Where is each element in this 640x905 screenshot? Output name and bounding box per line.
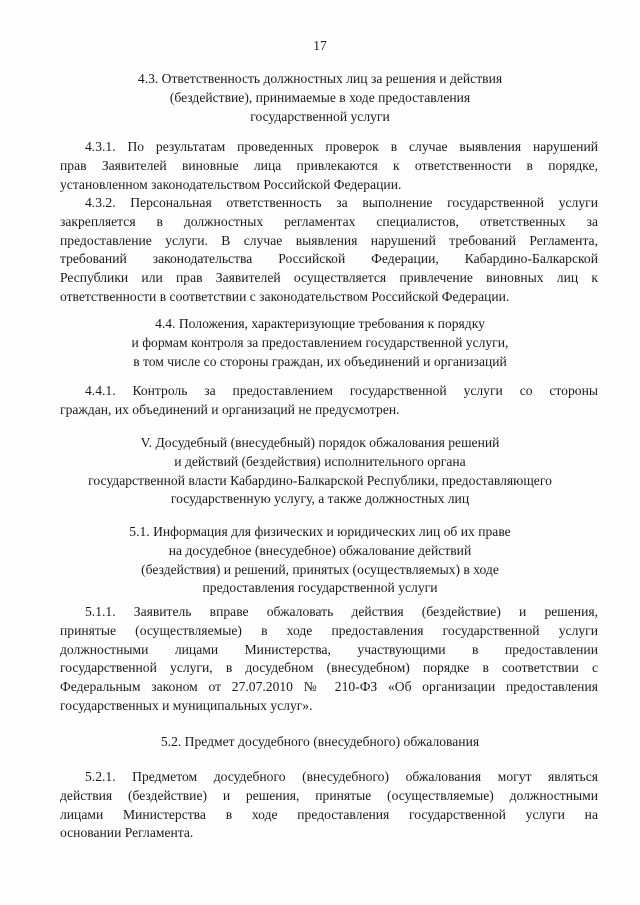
heading-line: 4.3. Ответственность должностных лиц за решения и действия xyxy=(137,71,503,86)
heading-line: на досудебное (внесудебное) обжалование действий xyxy=(168,542,472,558)
paragraph-line: основании Регламента. xyxy=(60,825,194,841)
heading-line: (бездействие), принимаемые в ходе предоставления xyxy=(169,89,471,105)
paragraph-line: Федеральным законом от 27.07.2010 № 210-ФЗ «Об организации предоставления xyxy=(60,679,598,695)
heading-line: в том числе со стороны граждан, их объединений и организаций xyxy=(133,353,507,369)
paragraph-line: граждан, их объединений и организаций не предусмотрен. xyxy=(60,401,400,417)
paragraph-line: должностными лицами Министерства, участвующими в предоставлении xyxy=(60,641,598,657)
section-heading-v xyxy=(60,434,580,509)
heading-line: государственной услуги xyxy=(250,108,390,124)
paragraph-line: 4.3.1. По результатам проведенных проверок в случае выявления нарушений xyxy=(85,139,598,154)
paragraph-line: 5.2.1. Предметом досудебного (внесудебного) обжалования могут являться xyxy=(85,769,598,784)
page-number: 17 xyxy=(313,38,327,53)
heading-line: государственную услугу, а также должностных лиц xyxy=(170,491,470,507)
paragraph-line: установленном законодательством Российской Федерации. xyxy=(60,176,402,192)
paragraph-line: предоставление услуги. В случае выявления нарушений требований Регламента, xyxy=(60,232,598,248)
paragraph-line: государственных и муниципальных услуг». xyxy=(60,697,313,713)
paragraph-line: ответственности в соответствии с законодательством Российской Федерации. xyxy=(60,288,510,304)
heading-line: (бездействия) и решений, принятых (осуществляемых) в ходе xyxy=(141,561,499,577)
paragraph-4-3-1 xyxy=(60,138,598,194)
section-heading-4-3 xyxy=(60,70,580,126)
heading-line: 5.1. Информация для физических и юридических лиц об их праве xyxy=(129,524,511,539)
paragraph-line: Республики или прав Заявителей осуществляется привлечение виновных лиц к xyxy=(60,270,598,286)
paragraph-line: 4.4.1. Контроль за предоставлением государственной услуги со стороны xyxy=(85,383,598,398)
paragraph-line: лицами Министерства в ходе предоставления государственной услуги на xyxy=(60,806,598,822)
heading-line: и действий (бездействия) исполнительного органа xyxy=(174,453,466,469)
paragraph-line: 4.3.2. Персональная ответственность за выполнение государственной услуги xyxy=(85,195,598,210)
paragraph-line: государственной услуги, в досудебном (внесудебном) порядке в соответствии с xyxy=(60,660,598,676)
paragraph-line: действия (бездействие) и решения, принятые (осуществляемые) должностными xyxy=(60,787,598,803)
heading-line: и формам контроля за предоставлением государственной услуги, xyxy=(131,334,509,350)
section-heading-4-4 xyxy=(60,315,580,371)
paragraph-line: прав Заявителей виновные лица привлекаются к ответственности в порядке, xyxy=(60,157,598,173)
paragraph-5-1-1 xyxy=(60,603,598,716)
heading-line: 5.2. Предмет досудебного (внесудебного) обжалования xyxy=(160,734,480,749)
heading-line: 4.4. Положения, характеризующие требования к порядку xyxy=(155,316,485,331)
paragraph-4-4-1 xyxy=(60,382,598,420)
heading-line: V. Досудебный (внесудебный) порядок обжалования решений xyxy=(140,435,500,450)
section-heading-5-1 xyxy=(60,523,580,598)
section-heading-5-2 xyxy=(60,733,580,752)
heading-line: государственной власти Кабардино-Балкарской Республики, предоставляющего xyxy=(88,472,552,488)
paragraph-line: закрепляется в должностных регламентах специалистов, ответственных за xyxy=(60,213,598,229)
paragraph-line: принятые (осуществляемые) в ходе предоставления государственной услуги xyxy=(60,622,598,638)
paragraph-4-3-2 xyxy=(60,194,598,307)
paragraph-line: 5.1.1. Заявитель вправе обжаловать действия (бездействие) и решения, xyxy=(85,604,598,619)
paragraph-5-2-1 xyxy=(60,768,598,843)
heading-line: предоставления государственной услуги xyxy=(202,580,438,596)
paragraph-line: требований законодательства Российской Федерации, Кабардино-Балкарской xyxy=(60,251,598,267)
